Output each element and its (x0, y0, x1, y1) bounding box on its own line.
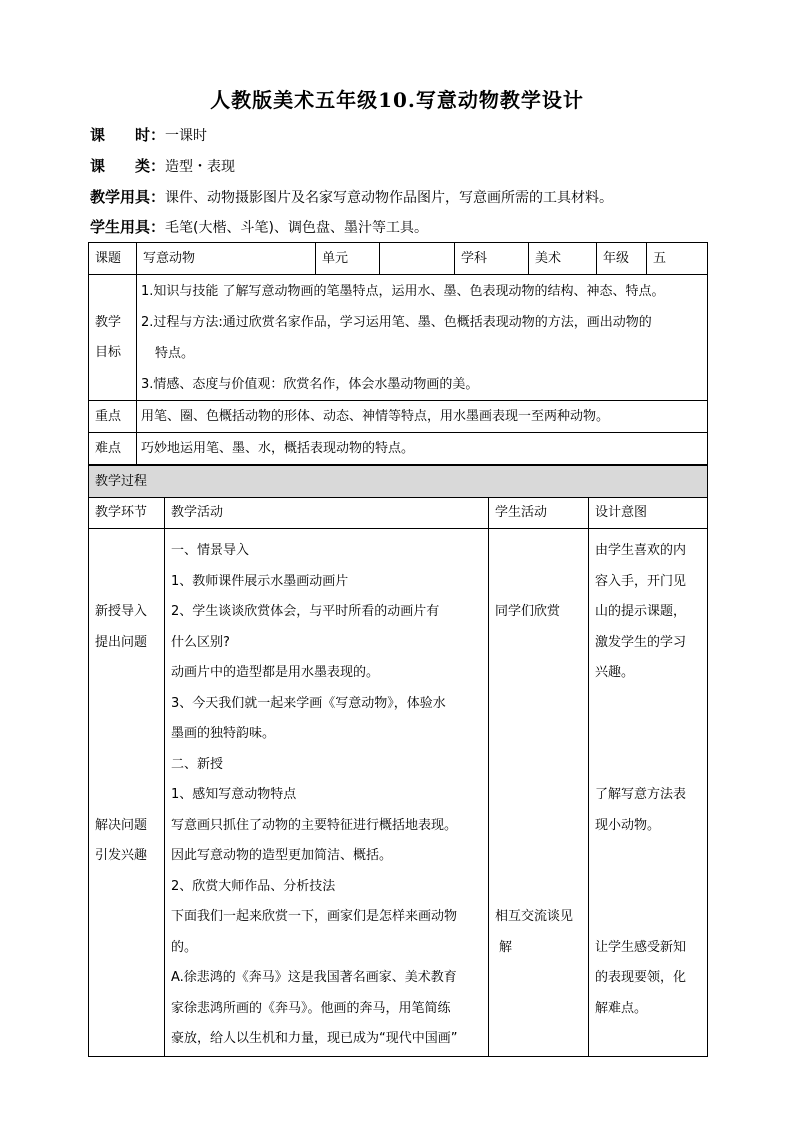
stage-line: 提出问题 (95, 634, 148, 650)
activity-line: 二、新授 (171, 756, 224, 772)
objective-line: 2.过程与方法:通过欣赏名家作品，学习运用笔、墨、色概括表现动物的方法，画出动物的 (141, 314, 652, 330)
subject-label: 学科 (455, 243, 529, 275)
design-intent-column (589, 529, 708, 1057)
process-content-row (89, 529, 708, 1057)
grade-value: 五 (647, 243, 708, 275)
intent-line: 解难点。 (595, 1000, 648, 1016)
meta-teacher-tools (90, 186, 613, 207)
objective-line: 1.知识与技能 了解写意动物画的笔墨特点，运用水、墨、色表现动物的结构、神态、特点。 (141, 283, 665, 299)
objectives-label-line: 教学 (95, 314, 122, 330)
objective-line: 特点。 (155, 345, 195, 361)
teacher-activity-column (165, 529, 489, 1057)
intent-line: 由学生喜欢的内 (595, 543, 687, 558)
intent-line: 了解写意方法表 (595, 787, 687, 802)
lesson-hours-label: 课 时： (90, 126, 166, 144)
intent-line: 的表现要领，化 (595, 970, 687, 985)
intent-line: 兴趣。 (595, 665, 635, 680)
activity-line: 3、今天我们就一起来学画《写意动物》，体验水 (171, 695, 446, 711)
activity-line: 动画片中的造型都是用水墨表现的。 (171, 665, 380, 680)
header-stage: 教学环节 (89, 498, 165, 529)
process-header-row (89, 498, 708, 529)
subject-value: 美术 (529, 243, 597, 275)
activity-line: 下面我们一起来欣赏一下，画家们是怎样来画动物 (171, 909, 458, 924)
unit-value (380, 243, 455, 275)
objective-line: 3.情感、态度与价值观：欣赏名作，体会水墨动物画的美。 (141, 376, 479, 392)
student-activity-line: 相互交流谈见 (495, 909, 574, 924)
intent-line: 让学生感受新知 (595, 939, 687, 955)
objectives-content (137, 275, 708, 401)
info-row-basic (89, 243, 708, 275)
meta-student-tools (90, 216, 428, 237)
student-activity-line: 解 (499, 939, 513, 955)
stage-line: 新授导入 (95, 604, 148, 619)
meta-lesson-type (90, 155, 235, 176)
activity-line: 因此写意动物的造型更加简洁、概括。 (171, 848, 393, 863)
header-teacher-activity: 教学活动 (165, 498, 489, 529)
activity-line: 豪放，给人以生机和力量，现已成为“现代中国画” (171, 1031, 458, 1046)
student-activity-column (489, 529, 589, 1057)
student-tools-value: 毛笔(大楷、斗笔)、调色盘、墨汁等工具。 (165, 220, 428, 236)
teaching-process-table (88, 465, 708, 1057)
activity-line: 的。 (171, 939, 198, 955)
activity-line: 2、欣赏大师作品、分析技法 (171, 878, 336, 894)
teacher-tools-value: 课件、动物摄影图片及名家写意动物作品图片，写意画所需的工具材料。 (165, 190, 614, 206)
activity-line: A.徐悲鸿的《奔马》这是我国著名画家、美术教育 (171, 970, 457, 985)
grade-label: 年级 (597, 243, 647, 275)
difficulty-label: 难点 (89, 433, 137, 465)
objectives-label (89, 275, 137, 401)
topic-label: 课题 (89, 243, 137, 275)
activity-line: 什么区别? (171, 634, 230, 650)
lesson-type-label: 课 类： (90, 157, 166, 175)
activity-line: 2、学生谈谈欣赏体会，与平时所看的动画片有 (171, 604, 440, 619)
intent-line: 激发学生的学习 (595, 634, 687, 650)
process-section-title: 教学过程 (89, 466, 708, 498)
unit-label: 单元 (316, 243, 380, 275)
intent-line: 现小动物。 (595, 817, 661, 833)
teacher-tools-label: 教学用具： (90, 188, 166, 206)
activity-line: 写意画只抓住了动物的主要特征进行概括地表现。 (171, 817, 458, 833)
activity-line: 家徐悲鸿所画的《奔马》。他画的奔马，用笔简练 (171, 1000, 451, 1016)
header-student-activity: 学生活动 (489, 498, 589, 529)
info-row-key-point (89, 401, 708, 433)
info-row-objectives (89, 275, 708, 401)
activity-line: 一、情景导入 (171, 543, 250, 558)
meta-lesson-hours (90, 124, 207, 145)
activity-line: 墨画的独特韵味。 (171, 726, 276, 741)
student-activity-line: 同学们欣赏 (495, 604, 561, 619)
stage-column (89, 529, 165, 1057)
lesson-hours-value: 一课时 (165, 128, 208, 144)
header-design-intent: 设计意图 (589, 498, 708, 529)
key-point-label: 重点 (89, 401, 137, 433)
process-section-row (89, 466, 708, 498)
student-tools-label: 学生用具： (90, 218, 166, 236)
activity-line: 1、教师课件展示水墨画动画片 (171, 573, 349, 589)
lesson-info-table (88, 242, 708, 465)
activity-line: 1、感知写意动物特点 (171, 787, 297, 802)
key-point-value: 用笔、圈、色概括动物的形体、动态、神情等特点，用水墨画表现一至两种动物。 (137, 401, 708, 433)
page-title: 人教版美术五年级10.写意动物教学设计 (210, 88, 584, 112)
intent-line: 容入手，开门见 (595, 573, 687, 589)
objectives-label-line: 目标 (95, 344, 122, 360)
stage-line: 引发兴趣 (95, 848, 148, 863)
info-row-difficulty (89, 433, 708, 465)
topic-value: 写意动物 (137, 243, 316, 275)
intent-line: 山的提示课题， (595, 604, 687, 619)
lesson-type-value: 造型・表现 (165, 159, 236, 175)
difficulty-value: 巧妙地运用笔、墨、水，概括表现动物的特点。 (137, 433, 708, 465)
stage-line: 解决问题 (95, 817, 148, 833)
